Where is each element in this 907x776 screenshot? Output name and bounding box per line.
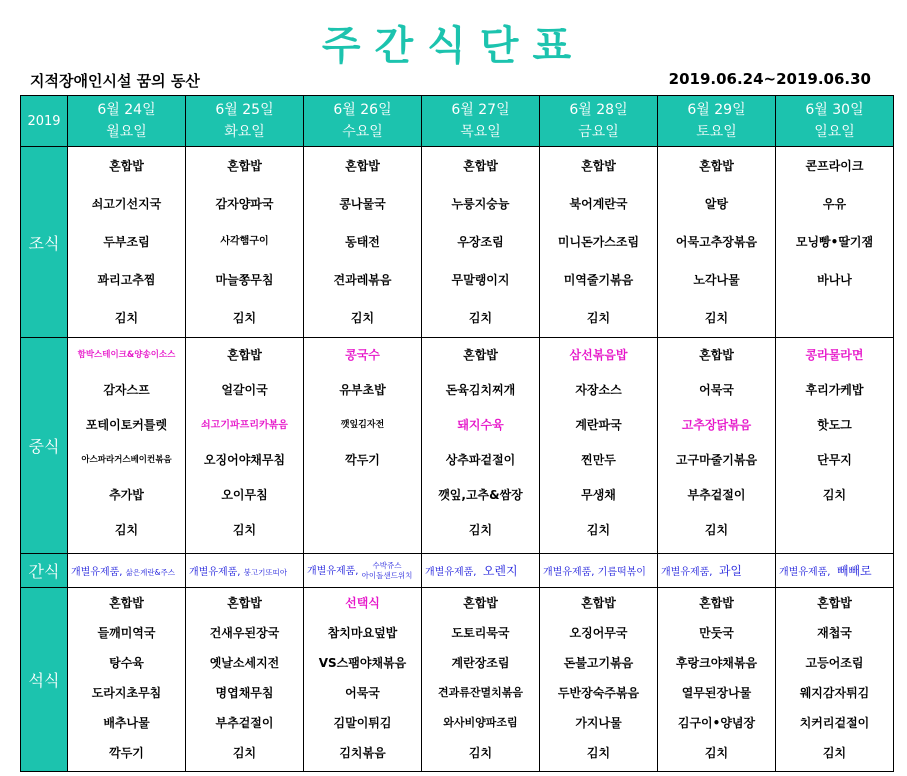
dish: 깻잎,고추&쌈장 <box>438 488 523 502</box>
menu-cell <box>776 588 894 772</box>
snack-extra: 빼빼로 <box>836 564 872 578</box>
breakfast-row <box>21 147 894 338</box>
dish: 만둣국 <box>699 626 734 640</box>
day-of-week: 일요일 <box>814 124 855 140</box>
menu-cell <box>658 588 776 772</box>
menu-cell <box>540 588 658 772</box>
day-header <box>304 96 422 147</box>
day-date: 6월 29일 <box>687 102 746 118</box>
dish: 찐만두 <box>581 453 616 467</box>
dish: 북어계란국 <box>569 197 628 211</box>
dish: 콩라물라면 <box>805 348 864 362</box>
dish: 김말이튀김 <box>333 716 392 730</box>
dish: 상추파겉절이 <box>445 453 516 467</box>
dish: 김치 <box>586 523 611 537</box>
dish: 김치 <box>586 746 611 760</box>
dish: 김치 <box>468 523 493 537</box>
dish: 김치 <box>704 523 729 537</box>
day-of-week: 수요일 <box>342 124 383 140</box>
dish: 모닝빵•딸기잼 <box>795 235 874 249</box>
dish: 오이무침 <box>221 488 268 502</box>
dish: 혼합밥 <box>699 596 734 610</box>
dish: 혼합밥 <box>463 596 498 610</box>
dish: 미역줄기볶음 <box>563 273 634 287</box>
dish: 감자양파국 <box>215 197 274 211</box>
dish: 김치 <box>232 746 257 760</box>
day-date: 6월 27일 <box>451 102 510 118</box>
dish: 치커리겉절이 <box>799 716 870 730</box>
menu-cell <box>540 147 658 338</box>
snack-extra: 붕고기또띠아 <box>243 568 288 577</box>
snack-cell <box>304 554 422 588</box>
snack-base: 개별유제품, <box>543 567 595 578</box>
dish: 혼합밥 <box>581 159 616 173</box>
snack-cell <box>68 554 186 588</box>
menu-cell <box>304 338 422 554</box>
dish: 어묵국 <box>699 383 734 397</box>
dish: 콘프라이크 <box>805 159 864 173</box>
dish: 포테이토커틀렛 <box>85 418 168 432</box>
snack-extra: 삶은계란&주스 <box>125 568 175 577</box>
dish: 김치 <box>822 746 847 760</box>
dish: VS스팸야채볶음 <box>318 656 407 670</box>
meal-label-dinner: 석식 <box>21 588 68 772</box>
menu-period: 2019.06.24~2019.06.30 <box>668 70 871 88</box>
snack-cell <box>540 554 658 588</box>
snack-row <box>21 554 894 588</box>
dish: 혼합밥 <box>463 348 498 362</box>
dish: 오징어무국 <box>569 626 628 640</box>
lunch-row <box>21 338 894 554</box>
dish: 와사비양파조림 <box>443 716 518 729</box>
dish: 쇠고기선지국 <box>91 197 162 211</box>
organization-name: 지적장애인시설 꿈의 동산 <box>30 72 200 90</box>
menu-cell <box>68 338 186 554</box>
dish: 쇠고기파프리카볶음 <box>201 420 288 431</box>
snack-extra: 과일 <box>718 564 743 578</box>
dish: 돈불고기볶음 <box>563 656 634 670</box>
snack-extra-stack <box>362 561 413 581</box>
dish: 우유 <box>822 197 847 211</box>
dish: 무말랭이지 <box>451 273 510 287</box>
dish: 재첩국 <box>817 626 852 640</box>
dish: 김치 <box>704 311 729 325</box>
day-date: 6월 24일 <box>97 102 156 118</box>
dish: 두부조림 <box>103 235 150 249</box>
dish: 웨지감자튀김 <box>799 686 870 700</box>
day-date: 6월 26일 <box>333 102 392 118</box>
dish: 무생채 <box>581 488 616 502</box>
snack-base: 개별유제품, <box>425 567 477 578</box>
dish: 후랑크야채볶음 <box>675 656 758 670</box>
snack-base: 개별유제품, <box>189 567 241 578</box>
dish: 바나나 <box>817 273 852 287</box>
dish: 알탕 <box>704 197 729 211</box>
menu-cell <box>658 147 776 338</box>
dish: 혼합밥 <box>227 596 262 610</box>
dish: 김치 <box>114 523 139 537</box>
dish: 김치 <box>468 746 493 760</box>
dish: 자장소스 <box>575 383 622 397</box>
dish: 아스파라거스베이컨볶음 <box>81 455 172 465</box>
dish: 감자스프 <box>103 383 150 397</box>
snack-extra-top: 수박쥬스 <box>372 560 402 570</box>
dish: 두반장숙주볶음 <box>557 686 640 700</box>
dish: 어묵국 <box>345 686 380 700</box>
dish: 명엽채무침 <box>215 686 274 700</box>
menu-cell <box>68 147 186 338</box>
dish: 김치 <box>586 311 611 325</box>
day-of-week: 월요일 <box>106 124 147 140</box>
snack-extra: 오렌지 <box>482 564 518 578</box>
dish: 김치 <box>350 311 375 325</box>
snack-base: 개별유제품, <box>307 565 359 577</box>
snack-extra: 기름떡볶이 <box>597 567 646 578</box>
dish: 어묵고추장볶음 <box>675 235 758 249</box>
dish: 김치 <box>704 746 729 760</box>
dish: 혼합밥 <box>109 159 144 173</box>
menu-cell <box>540 338 658 554</box>
dish: 돈육김치찌개 <box>445 383 516 397</box>
snack-extra-bottom: 아이돌샌드위치 <box>361 570 413 580</box>
dish: 사각햄구이 <box>220 236 269 247</box>
menu-cell <box>776 338 894 554</box>
dinner-row <box>21 588 894 772</box>
dish: 오징어야채무침 <box>203 453 286 467</box>
dish: 유부초밥 <box>339 383 386 397</box>
dish: 고추장닭볶음 <box>681 418 752 432</box>
day-of-week: 목요일 <box>460 124 501 140</box>
dish: 건새우된장국 <box>209 626 280 640</box>
dish: 혼합밥 <box>227 159 262 173</box>
dish: 돼지수육 <box>457 418 504 432</box>
dish: 들깨미역국 <box>97 626 156 640</box>
day-date: 6월 30일 <box>805 102 864 118</box>
dish: 가지나물 <box>575 716 622 730</box>
page-title: 주간식단표 <box>321 23 586 69</box>
dish: 추가밥 <box>109 488 144 502</box>
dish: 동태전 <box>345 235 380 249</box>
dish: 김치 <box>232 523 257 537</box>
dish: 김치볶음 <box>339 746 386 760</box>
dish: 참치마요덮밥 <box>327 626 398 640</box>
dish: 도라지초무침 <box>91 686 162 700</box>
menu-cell <box>68 588 186 772</box>
dish: 도토리묵국 <box>451 626 510 640</box>
dish: 옛날소세지전 <box>209 656 280 670</box>
dish: 고구마줄기볶음 <box>675 453 758 467</box>
dish: 김치 <box>232 311 257 325</box>
meal-label-breakfast: 조식 <box>21 147 68 338</box>
dish: 혼합밥 <box>699 348 734 362</box>
dish: 김치 <box>822 488 847 502</box>
dish: 부추겉절이 <box>215 716 274 730</box>
dish: 콩국수 <box>345 348 380 362</box>
year-cell: 2019 <box>21 96 68 147</box>
day-of-week: 금요일 <box>578 124 619 140</box>
dish: 노각나물 <box>693 273 740 287</box>
menu-cell <box>304 588 422 772</box>
menu-cell <box>422 338 540 554</box>
meal-label-lunch: 중식 <box>21 338 68 554</box>
menu-cell <box>186 338 304 554</box>
snack-base: 개별유제품, <box>71 567 123 578</box>
dish: 김치 <box>114 311 139 325</box>
dish: 부추겉절이 <box>687 488 746 502</box>
dish: 혼합밥 <box>817 596 852 610</box>
dish: 배추나물 <box>103 716 150 730</box>
dish: 꽈리고추찜 <box>97 273 156 287</box>
menu-cell <box>186 588 304 772</box>
day-of-week: 토요일 <box>696 124 737 140</box>
day-header <box>422 96 540 147</box>
dish: 삼선볶음밥 <box>569 348 628 362</box>
dish: 후리가케밥 <box>805 383 864 397</box>
dish: 깍두기 <box>109 746 144 760</box>
dish: 혼합밥 <box>699 159 734 173</box>
dish: 계란장조림 <box>451 656 510 670</box>
day-header <box>68 96 186 147</box>
dish: 핫도그 <box>817 418 852 432</box>
menu-cell <box>776 147 894 338</box>
dish: 견과류잔멸치볶음 <box>437 686 523 699</box>
day-header <box>776 96 894 147</box>
dish: 우장조림 <box>457 235 504 249</box>
meal-label-snack: 간식 <box>21 554 68 588</box>
snack-cell <box>658 554 776 588</box>
menu-cell <box>304 147 422 338</box>
day-header-row <box>21 96 894 147</box>
menu-cell <box>422 588 540 772</box>
dish: 탕수육 <box>109 656 144 670</box>
day-date: 6월 28일 <box>569 102 628 118</box>
dish: 깻잎김자전 <box>340 420 385 430</box>
menu-cell <box>186 147 304 338</box>
day-header <box>186 96 304 147</box>
dish: 얼갈이국 <box>221 383 268 397</box>
dish: 혼합밥 <box>463 159 498 173</box>
day-of-week: 화요일 <box>224 124 265 140</box>
dish: 혼합밥 <box>345 159 380 173</box>
dish: 깍두기 <box>345 453 380 467</box>
dish: 콩나물국 <box>339 197 386 211</box>
dish: 혼합밥 <box>109 596 144 610</box>
snack-base: 개별유제품, <box>779 567 831 578</box>
dish: 계란파국 <box>575 418 622 432</box>
dish: 혼합밥 <box>581 596 616 610</box>
menu-cell <box>422 147 540 338</box>
dish: 마늘쫑무침 <box>215 273 274 287</box>
dish: 열무된장나물 <box>681 686 752 700</box>
day-header <box>658 96 776 147</box>
day-date: 6월 25일 <box>215 102 274 118</box>
dish: 미니돈가스조림 <box>557 235 640 249</box>
dish: 선택식 <box>345 596 380 610</box>
snack-cell <box>422 554 540 588</box>
weekly-menu-table <box>20 95 894 772</box>
dish: 견과레볶음 <box>333 273 392 287</box>
dish: 혼합밥 <box>227 348 262 362</box>
dish: 김구이•양념장 <box>677 716 756 730</box>
snack-cell <box>776 554 894 588</box>
day-header <box>540 96 658 147</box>
snack-cell <box>186 554 304 588</box>
dish: 누룽지숭늉 <box>451 197 510 211</box>
dish: 고등어조림 <box>805 656 864 670</box>
dish: 김치 <box>468 311 493 325</box>
dish: 단무지 <box>817 453 852 467</box>
snack-base: 개별유제품, <box>661 567 713 578</box>
dish: 함박스테이크&양송이소스 <box>77 350 176 360</box>
menu-cell <box>658 338 776 554</box>
